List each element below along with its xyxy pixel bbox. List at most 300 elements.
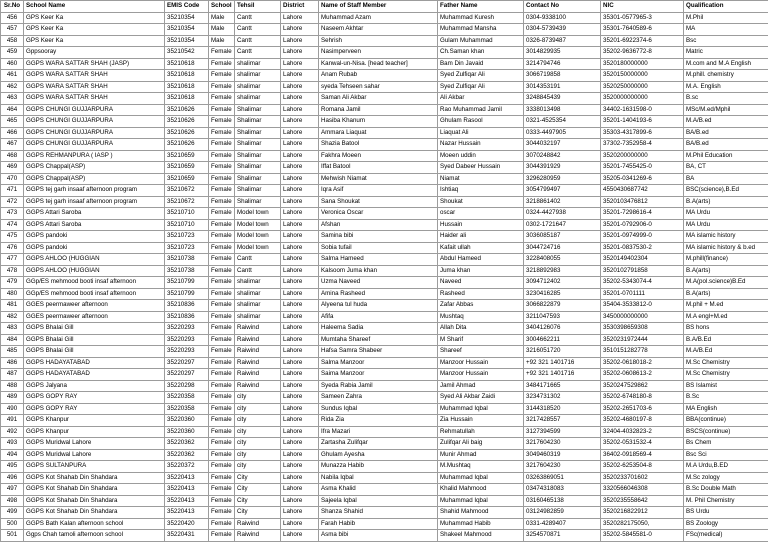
cell-school-type[interactable]: Female: [209, 461, 235, 473]
cell-sr-no[interactable]: 492: [1, 426, 24, 438]
cell-emis-code[interactable]: 35210618: [165, 70, 209, 82]
cell-district[interactable]: Lahore: [281, 185, 319, 197]
cell-school-name[interactable]: GGPS Kot Shahab Din Shahdara: [24, 472, 165, 484]
cell-sr-no[interactable]: 498: [1, 495, 24, 507]
cell-school-type[interactable]: Female: [209, 449, 235, 461]
cell-tehsil[interactable]: city: [235, 438, 281, 450]
cell-tehsil[interactable]: Raiwind: [235, 369, 281, 381]
cell-nic[interactable]: 3520231972444: [601, 334, 684, 346]
cell-father-name[interactable]: Zia Hussain: [438, 415, 524, 427]
cell-district[interactable]: Lahore: [281, 93, 319, 105]
cell-qualification[interactable]: BA/B.ed: [684, 127, 768, 139]
cell-qualification[interactable]: B.A(arts): [684, 288, 768, 300]
cell-school-name[interactable]: GGPS WARA SATTAR SHAH: [24, 93, 165, 105]
cell-tehsil[interactable]: City: [235, 472, 281, 484]
cell-staff-name[interactable]: Sobia tufail: [319, 242, 438, 254]
cell-school-type[interactable]: Female: [209, 173, 235, 185]
cell-district[interactable]: Lahore: [281, 334, 319, 346]
cell-emis-code[interactable]: 35210618: [165, 81, 209, 93]
cell-contact-no[interactable]: 3404126076: [524, 323, 601, 335]
cell-emis-code[interactable]: 35210659: [165, 162, 209, 174]
cell-father-name[interactable]: Shoukat: [438, 196, 524, 208]
cell-contact-no[interactable]: 3004662211: [524, 334, 601, 346]
cell-sr-no[interactable]: 471: [1, 185, 24, 197]
cell-father-name[interactable]: Hussain: [438, 219, 524, 231]
cell-sr-no[interactable]: 483: [1, 323, 24, 335]
cell-school-name[interactable]: GGPS Khanpur: [24, 415, 165, 427]
cell-nic[interactable]: 35202-0608613-2: [601, 369, 684, 381]
cell-sr-no[interactable]: 478: [1, 265, 24, 277]
cell-school-type[interactable]: Female: [209, 495, 235, 507]
cell-qualification[interactable]: M.phil + M.ed: [684, 300, 768, 312]
header-contact-no[interactable]: Contact No: [524, 1, 601, 13]
cell-school-name[interactable]: GGPS WARA SATTAR SHAH: [24, 70, 165, 82]
cell-district[interactable]: Lahore: [281, 70, 319, 82]
cell-emis-code[interactable]: 35210542: [165, 47, 209, 59]
cell-father-name[interactable]: Munir Ahmad: [438, 449, 524, 461]
cell-tehsil[interactable]: shalimar: [235, 81, 281, 93]
cell-sr-no[interactable]: 493: [1, 438, 24, 450]
cell-district[interactable]: Lahore: [281, 196, 319, 208]
cell-nic[interactable]: 35201-0837530-2: [601, 242, 684, 254]
cell-emis-code[interactable]: 35220420: [165, 518, 209, 530]
cell-sr-no[interactable]: 485: [1, 346, 24, 358]
cell-district[interactable]: Lahore: [281, 288, 319, 300]
cell-tehsil[interactable]: shalimar: [235, 311, 281, 323]
cell-emis-code[interactable]: 35210723: [165, 242, 209, 254]
cell-staff-name[interactable]: Fakhra Moeen: [319, 150, 438, 162]
cell-emis-code[interactable]: 35210626: [165, 116, 209, 128]
cell-district[interactable]: Lahore: [281, 518, 319, 530]
cell-staff-name[interactable]: Afshan: [319, 219, 438, 231]
cell-school-name[interactable]: GGPS tej garh insaaf afternoon program: [24, 185, 165, 197]
cell-father-name[interactable]: Ali Akbar: [438, 93, 524, 105]
cell-qualification[interactable]: MA islamic history & b.ed: [684, 242, 768, 254]
cell-tehsil[interactable]: Shalimar: [235, 127, 281, 139]
cell-nic[interactable]: 35201-0974999-0: [601, 231, 684, 243]
cell-father-name[interactable]: Ch.Saman khan: [438, 47, 524, 59]
header-nic[interactable]: NIC: [601, 1, 684, 13]
cell-father-name[interactable]: Kafait ullah: [438, 242, 524, 254]
cell-father-name[interactable]: Niamat: [438, 173, 524, 185]
cell-school-type[interactable]: Male: [209, 12, 235, 24]
cell-school-type[interactable]: Female: [209, 104, 235, 116]
cell-staff-name[interactable]: Sameen Zahra: [319, 392, 438, 404]
cell-contact-no[interactable]: 0304-9338100: [524, 12, 601, 24]
cell-sr-no[interactable]: 474: [1, 219, 24, 231]
cell-contact-no[interactable]: 3296280959: [524, 173, 601, 185]
cell-contact-no[interactable]: 3214794746: [524, 58, 601, 70]
cell-father-name[interactable]: Shareef: [438, 346, 524, 358]
cell-qualification[interactable]: BS Urdu: [684, 507, 768, 519]
cell-contact-no[interactable]: 3094712402: [524, 277, 601, 289]
cell-contact-no[interactable]: 3217428557: [524, 415, 601, 427]
cell-school-type[interactable]: Female: [209, 150, 235, 162]
cell-school-name[interactable]: GGPS Chappal(ASP): [24, 173, 165, 185]
cell-school-name[interactable]: GGPS AHLOO (HUGGIAN: [24, 265, 165, 277]
cell-father-name[interactable]: Bam Din Javaid: [438, 58, 524, 70]
cell-district[interactable]: Lahore: [281, 472, 319, 484]
cell-emis-code[interactable]: 35210738: [165, 254, 209, 266]
cell-staff-name[interactable]: Shanza Shahid: [319, 507, 438, 519]
cell-qualification[interactable]: MA: [684, 24, 768, 36]
cell-sr-no[interactable]: 469: [1, 162, 24, 174]
cell-nic[interactable]: 35301-7640589-6: [601, 24, 684, 36]
cell-contact-no[interactable]: 3014829935: [524, 47, 601, 59]
cell-tehsil[interactable]: city: [235, 461, 281, 473]
cell-sr-no[interactable]: 462: [1, 81, 24, 93]
cell-qualification[interactable]: Bsc Sci: [684, 449, 768, 461]
cell-tehsil[interactable]: City: [235, 495, 281, 507]
cell-nic[interactable]: 35202-2651703-6: [601, 403, 684, 415]
cell-school-name[interactable]: GGPS Kot Shahab Din Shahdara: [24, 495, 165, 507]
cell-nic[interactable]: 35202-9636772-8: [601, 47, 684, 59]
cell-nic[interactable]: 3520000000000: [601, 93, 684, 105]
cell-qualification[interactable]: B.A(arts): [684, 265, 768, 277]
cell-school-type[interactable]: Female: [209, 323, 235, 335]
cell-staff-name[interactable]: Anam Rubab: [319, 70, 438, 82]
cell-father-name[interactable]: Syed Ali Akbar Zaidi: [438, 392, 524, 404]
cell-contact-no[interactable]: 3066822879: [524, 300, 601, 312]
cell-staff-name[interactable]: Zartasha Zulifqar: [319, 438, 438, 450]
cell-nic[interactable]: 35201-7455425-0: [601, 162, 684, 174]
cell-father-name[interactable]: Zulifqar Ali baig: [438, 438, 524, 450]
cell-tehsil[interactable]: Cantt: [235, 12, 281, 24]
cell-contact-no[interactable]: 3216051720: [524, 346, 601, 358]
cell-qualification[interactable]: M.A Urdu,B.ED: [684, 461, 768, 473]
cell-nic[interactable]: 32404-4032823-2: [601, 426, 684, 438]
cell-district[interactable]: Lahore: [281, 35, 319, 47]
cell-contact-no[interactable]: 0331-4289407: [524, 518, 601, 530]
cell-contact-no[interactable]: 3049460319: [524, 449, 601, 461]
cell-emis-code[interactable]: 35220358: [165, 403, 209, 415]
cell-sr-no[interactable]: 470: [1, 173, 24, 185]
cell-tehsil[interactable]: Raiwind: [235, 518, 281, 530]
cell-staff-name[interactable]: Hasiba Khanum: [319, 116, 438, 128]
cell-school-name[interactable]: GGp/ES mehmood booti insaf afternoon: [24, 277, 165, 289]
cell-qualification[interactable]: BSC(science),B.Ed: [684, 185, 768, 197]
cell-school-type[interactable]: Female: [209, 415, 235, 427]
cell-father-name[interactable]: Gulam Muhammad: [438, 35, 524, 47]
cell-contact-no[interactable]: 03124982859: [524, 507, 601, 519]
cell-qualification[interactable]: B.A/B.Ed: [684, 334, 768, 346]
header-tehsil[interactable]: Tehsil: [235, 1, 281, 13]
cell-emis-code[interactable]: 35220358: [165, 392, 209, 404]
cell-father-name[interactable]: oscar: [438, 208, 524, 220]
cell-school-name[interactable]: GGPS Kot Shahab Din Shahdara: [24, 484, 165, 496]
cell-qualification[interactable]: FSc(medical): [684, 530, 768, 542]
cell-emis-code[interactable]: 35220362: [165, 449, 209, 461]
cell-tehsil[interactable]: shalimar: [235, 277, 281, 289]
cell-staff-name[interactable]: Sundus Iqbal: [319, 403, 438, 415]
cell-emis-code[interactable]: 35220413: [165, 507, 209, 519]
cell-district[interactable]: Lahore: [281, 47, 319, 59]
cell-tehsil[interactable]: Shalimar: [235, 185, 281, 197]
cell-school-type[interactable]: Female: [209, 357, 235, 369]
cell-sr-no[interactable]: 481: [1, 300, 24, 312]
cell-contact-no[interactable]: 3066719858: [524, 70, 601, 82]
cell-district[interactable]: Lahore: [281, 392, 319, 404]
cell-father-name[interactable]: Zafar Abbas: [438, 300, 524, 312]
cell-staff-name[interactable]: Munazza Habib: [319, 461, 438, 473]
cell-school-type[interactable]: Female: [209, 254, 235, 266]
cell-qualification[interactable]: B.Sc: [684, 392, 768, 404]
cell-district[interactable]: Lahore: [281, 254, 319, 266]
cell-father-name[interactable]: M.Mushtaq: [438, 461, 524, 473]
cell-nic[interactable]: 37302-7352958-4: [601, 139, 684, 151]
cell-school-type[interactable]: Female: [209, 70, 235, 82]
cell-emis-code[interactable]: 35210799: [165, 288, 209, 300]
cell-contact-no[interactable]: 3234731302: [524, 392, 601, 404]
cell-district[interactable]: Lahore: [281, 438, 319, 450]
cell-father-name[interactable]: Rasheed: [438, 288, 524, 300]
cell-district[interactable]: Lahore: [281, 461, 319, 473]
cell-district[interactable]: Lahore: [281, 242, 319, 254]
cell-nic[interactable]: 3520200000000: [601, 150, 684, 162]
cell-school-name[interactable]: GGPS SULTANPURA: [24, 461, 165, 473]
cell-emis-code[interactable]: 35210354: [165, 24, 209, 36]
cell-qualification[interactable]: BS Zoology: [684, 518, 768, 530]
cell-nic[interactable]: 35201-7298616-4: [601, 208, 684, 220]
cell-contact-no[interactable]: 3144318520: [524, 403, 601, 415]
cell-district[interactable]: Lahore: [281, 58, 319, 70]
cell-nic[interactable]: 35205-0341269-6: [601, 173, 684, 185]
cell-staff-name[interactable]: Amina Rasheed: [319, 288, 438, 300]
header-qualification[interactable]: Qualification: [684, 1, 768, 13]
cell-school-name[interactable]: GGPS GOPY RAY: [24, 403, 165, 415]
cell-staff-name[interactable]: Sehrish: [319, 35, 438, 47]
cell-staff-name[interactable]: Samina bibi: [319, 231, 438, 243]
cell-father-name[interactable]: Moeen uddin: [438, 150, 524, 162]
cell-school-name[interactable]: Ggps Chah tamoli afternoon school: [24, 530, 165, 542]
cell-emis-code[interactable]: 35210659: [165, 150, 209, 162]
cell-qualification[interactable]: M.A engl+M.ed: [684, 311, 768, 323]
cell-school-type[interactable]: Female: [209, 219, 235, 231]
cell-tehsil[interactable]: shalimar: [235, 70, 281, 82]
cell-staff-name[interactable]: Haleema Sadia: [319, 323, 438, 335]
cell-school-name[interactable]: GGPS CHUNGI GUJJARPURA: [24, 116, 165, 128]
cell-staff-name[interactable]: Iqra Asif: [319, 185, 438, 197]
cell-sr-no[interactable]: 475: [1, 231, 24, 243]
cell-district[interactable]: Lahore: [281, 449, 319, 461]
cell-qualification[interactable]: MA Urdu: [684, 208, 768, 220]
cell-nic[interactable]: 4550430687742: [601, 185, 684, 197]
header-father-name[interactable]: Father Name: [438, 1, 524, 13]
cell-staff-name[interactable]: Farah Habib: [319, 518, 438, 530]
cell-sr-no[interactable]: 489: [1, 392, 24, 404]
cell-nic[interactable]: 3530398659308: [601, 323, 684, 335]
cell-emis-code[interactable]: 35210354: [165, 12, 209, 24]
cell-school-type[interactable]: Female: [209, 518, 235, 530]
cell-qualification[interactable]: M. Phil Chemistry: [684, 495, 768, 507]
cell-district[interactable]: Lahore: [281, 426, 319, 438]
cell-district[interactable]: Lahore: [281, 380, 319, 392]
cell-school-type[interactable]: Female: [209, 231, 235, 243]
cell-qualification[interactable]: MSc/M.ed/Mphil: [684, 104, 768, 116]
cell-staff-name[interactable]: Shazia Batool: [319, 139, 438, 151]
cell-contact-no[interactable]: 3070248842: [524, 150, 601, 162]
cell-school-type[interactable]: Female: [209, 162, 235, 174]
cell-father-name[interactable]: M Sharif: [438, 334, 524, 346]
cell-sr-no[interactable]: 466: [1, 127, 24, 139]
cell-emis-code[interactable]: 35210836: [165, 300, 209, 312]
cell-sr-no[interactable]: 497: [1, 484, 24, 496]
cell-school-type[interactable]: Female: [209, 208, 235, 220]
cell-qualification[interactable]: MA English: [684, 403, 768, 415]
cell-nic[interactable]: 3510151282778: [601, 346, 684, 358]
cell-staff-name[interactable]: Afifa: [319, 311, 438, 323]
cell-contact-no[interactable]: 3228408055: [524, 254, 601, 266]
cell-emis-code[interactable]: 35210618: [165, 58, 209, 70]
cell-school-name[interactable]: GGPS tej garh insaaf afternoon program: [24, 196, 165, 208]
cell-district[interactable]: Lahore: [281, 495, 319, 507]
cell-nic[interactable]: 34402-1631598-0: [601, 104, 684, 116]
cell-emis-code[interactable]: 35210626: [165, 127, 209, 139]
cell-qualification[interactable]: B.A(arts): [684, 196, 768, 208]
cell-father-name[interactable]: Allah Dita: [438, 323, 524, 335]
cell-tehsil[interactable]: Raiwind: [235, 380, 281, 392]
cell-staff-name[interactable]: Ammara Liaquat: [319, 127, 438, 139]
cell-school-name[interactable]: GGPS AHLOO (HUGGIAN: [24, 254, 165, 266]
cell-district[interactable]: Lahore: [281, 81, 319, 93]
cell-nic[interactable]: 3520250000000: [601, 81, 684, 93]
cell-district[interactable]: Lahore: [281, 219, 319, 231]
cell-emis-code[interactable]: 35220413: [165, 472, 209, 484]
cell-emis-code[interactable]: 35220293: [165, 323, 209, 335]
cell-sr-no[interactable]: 496: [1, 472, 24, 484]
cell-school-name[interactable]: GGPS Muridwal Lahore: [24, 449, 165, 461]
cell-sr-no[interactable]: 490: [1, 403, 24, 415]
cell-staff-name[interactable]: Ifra Mazari: [319, 426, 438, 438]
cell-emis-code[interactable]: 35210836: [165, 311, 209, 323]
cell-qualification[interactable]: BA/B.ed: [684, 139, 768, 151]
cell-emis-code[interactable]: 35210618: [165, 93, 209, 105]
cell-nic[interactable]: 3520180000000: [601, 58, 684, 70]
cell-tehsil[interactable]: Cantt: [235, 47, 281, 59]
cell-tehsil[interactable]: Raiwind: [235, 357, 281, 369]
cell-emis-code[interactable]: 35220413: [165, 495, 209, 507]
cell-school-type[interactable]: Female: [209, 265, 235, 277]
cell-contact-no[interactable]: 3254570871: [524, 530, 601, 542]
cell-sr-no[interactable]: 482: [1, 311, 24, 323]
cell-qualification[interactable]: BA, CT: [684, 162, 768, 174]
cell-qualification[interactable]: M.A/B.ed: [684, 116, 768, 128]
cell-emis-code[interactable]: 35210799: [165, 277, 209, 289]
cell-emis-code[interactable]: 35210626: [165, 104, 209, 116]
cell-sr-no[interactable]: 456: [1, 12, 24, 24]
cell-tehsil[interactable]: Raiwind: [235, 323, 281, 335]
cell-school-type[interactable]: Female: [209, 346, 235, 358]
cell-district[interactable]: Lahore: [281, 369, 319, 381]
cell-father-name[interactable]: Ghulam Rasool: [438, 116, 524, 128]
cell-tehsil[interactable]: Shalimar: [235, 162, 281, 174]
cell-district[interactable]: Lahore: [281, 265, 319, 277]
cell-qualification[interactable]: M.com and M.A English: [684, 58, 768, 70]
cell-father-name[interactable]: Haider ali: [438, 231, 524, 243]
cell-father-name[interactable]: Muhammad Kuresh: [438, 12, 524, 24]
cell-nic[interactable]: 35202-6748180-8: [601, 392, 684, 404]
cell-nic[interactable]: 35202-4680197-8: [601, 415, 684, 427]
cell-tehsil[interactable]: city: [235, 426, 281, 438]
cell-emis-code[interactable]: 35220297: [165, 369, 209, 381]
header-emis-code[interactable]: EMIS Code: [165, 1, 209, 13]
cell-nic[interactable]: 3450000000000: [601, 311, 684, 323]
cell-sr-no[interactable]: 473: [1, 208, 24, 220]
cell-staff-name[interactable]: Saman Ali Akbar: [319, 93, 438, 105]
header-school-name[interactable]: School Name: [24, 1, 165, 13]
cell-staff-name[interactable]: Nasimperveen: [319, 47, 438, 59]
cell-nic[interactable]: 36402-0918569-4: [601, 449, 684, 461]
cell-sr-no[interactable]: 487: [1, 369, 24, 381]
cell-emis-code[interactable]: 35220413: [165, 484, 209, 496]
cell-sr-no[interactable]: 491: [1, 415, 24, 427]
cell-contact-no[interactable]: 3218861402: [524, 196, 601, 208]
cell-school-name[interactable]: Gppsooray: [24, 47, 165, 59]
cell-nic[interactable]: 3320566046308: [601, 484, 684, 496]
cell-emis-code[interactable]: 35210710: [165, 219, 209, 231]
cell-school-type[interactable]: Female: [209, 403, 235, 415]
cell-school-name[interactable]: GGPS Bhalai Gill: [24, 323, 165, 335]
cell-tehsil[interactable]: Raiwind: [235, 530, 281, 542]
cell-emis-code[interactable]: 35220360: [165, 426, 209, 438]
cell-contact-no[interactable]: 3054799497: [524, 185, 601, 197]
cell-sr-no[interactable]: 459: [1, 47, 24, 59]
cell-school-name[interactable]: GGPS Bhalai Gill: [24, 334, 165, 346]
cell-school-type[interactable]: Female: [209, 196, 235, 208]
cell-school-name[interactable]: GGES peermaweer afternoon: [24, 300, 165, 312]
cell-school-name[interactable]: GGPS Muridwal Lahore: [24, 438, 165, 450]
cell-staff-name[interactable]: Saima Manzoor: [319, 369, 438, 381]
cell-district[interactable]: Lahore: [281, 403, 319, 415]
cell-school-type[interactable]: Female: [209, 242, 235, 254]
cell-school-name[interactable]: GGPS Chappal(ASP): [24, 162, 165, 174]
cell-sr-no[interactable]: 464: [1, 104, 24, 116]
cell-qualification[interactable]: BBA(continue): [684, 415, 768, 427]
cell-school-name[interactable]: GGES peermaweer afternoon: [24, 311, 165, 323]
cell-school-type[interactable]: Female: [209, 472, 235, 484]
cell-district[interactable]: Lahore: [281, 346, 319, 358]
cell-school-name[interactable]: GGPS Kot Shahab Din Shahdara: [24, 507, 165, 519]
cell-school-type[interactable]: Female: [209, 288, 235, 300]
cell-school-type[interactable]: Female: [209, 58, 235, 70]
cell-qualification[interactable]: Bs Chem: [684, 438, 768, 450]
cell-school-name[interactable]: GGPS HADAYATABAD: [24, 369, 165, 381]
cell-sr-no[interactable]: 460: [1, 58, 24, 70]
cell-tehsil[interactable]: Raiwind: [235, 334, 281, 346]
cell-contact-no[interactable]: 3230416285: [524, 288, 601, 300]
cell-qualification[interactable]: BSCS(continue): [684, 426, 768, 438]
cell-nic[interactable]: 35404-3533812-0: [601, 300, 684, 312]
cell-staff-name[interactable]: Salma Manzoor: [319, 357, 438, 369]
cell-qualification[interactable]: MA Urdu: [684, 219, 768, 231]
cell-school-type[interactable]: Female: [209, 438, 235, 450]
cell-contact-no[interactable]: 0326-8739487: [524, 35, 601, 47]
cell-father-name[interactable]: Shahid Mahmood: [438, 507, 524, 519]
cell-school-name[interactable]: GGPS Attari Saroba: [24, 219, 165, 231]
cell-emis-code[interactable]: 35210626: [165, 139, 209, 151]
cell-school-type[interactable]: Female: [209, 139, 235, 151]
cell-emis-code[interactable]: 35220298: [165, 380, 209, 392]
cell-staff-name[interactable]: Kanwal-un-Nisa. [head teacher]: [319, 58, 438, 70]
cell-district[interactable]: Lahore: [281, 507, 319, 519]
cell-nic[interactable]: 35202-0531532-4: [601, 438, 684, 450]
cell-sr-no[interactable]: 479: [1, 277, 24, 289]
cell-father-name[interactable]: Manzoor Hussain: [438, 357, 524, 369]
cell-tehsil[interactable]: Cantt: [235, 254, 281, 266]
cell-nic[interactable]: 35202-5845581-0: [601, 530, 684, 542]
cell-sr-no[interactable]: 458: [1, 35, 24, 47]
cell-father-name[interactable]: Muhammad Mansha: [438, 24, 524, 36]
